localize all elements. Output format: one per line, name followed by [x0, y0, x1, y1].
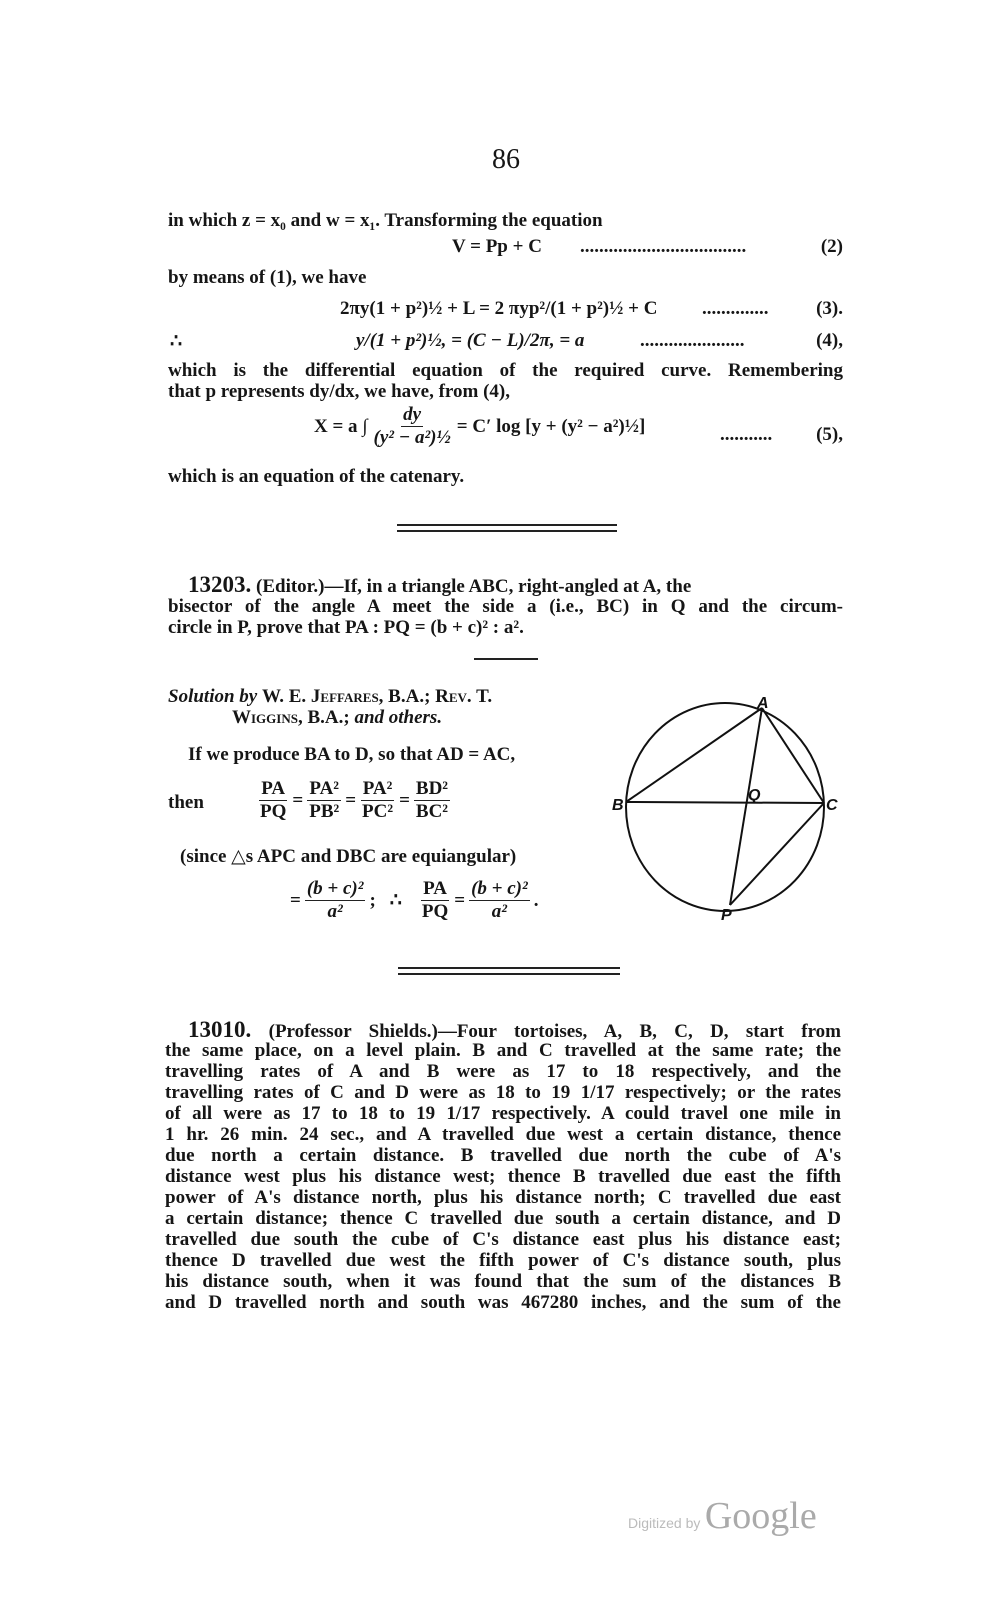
problem-text: (Editor.)—If, in a triangle ABC, right-angled at A, the — [256, 576, 692, 597]
text-line: If we produce BA to D, so that AD = AC, — [188, 744, 516, 765]
ratio-chain: $\frac{PA}{PQ}$ = $\frac{\text{PA²}}{\text{PB²}}$ = $\frac{\text{PA²}}{\text{PC²}}$ = $\frac{\text{BD²}}{\text{BC²}}$ — [260, 778, 448, 822]
text-line: of all were as 17 to 18 to 19 1/17 respectively. A could travel one mile in — [165, 1103, 841, 1124]
equation-5-left: X = a ∫ — [314, 415, 368, 437]
equation-3: 2πy(1 + p²)½ + L = 2 πyp²/(1 + p²)½ + C — [340, 298, 658, 319]
fraction — [305, 878, 366, 923]
text-line: bisector of the angle A meet the side a (i.e., BC) in Q and the circum- — [168, 596, 843, 617]
solvers: Wiggins, B.A.; — [232, 707, 350, 728]
text-line: travelling rates of A and B were as 17 to 18 respectively, and the — [165, 1061, 841, 1082]
label-p: P — [721, 907, 732, 924]
problem-number: 13010. — [188, 1017, 252, 1042]
since-note: (since △s APC and DBC are equiangular) — [180, 846, 517, 867]
problem-text: (Professor Shields.)—Four tortoises, A, B, C, D, start from — [268, 1021, 842, 1042]
side-ac — [762, 708, 824, 803]
numerator: PA — [423, 878, 448, 899]
side-bc — [626, 802, 824, 803]
problem-line — [188, 1019, 841, 1042]
denominator: a² — [327, 901, 343, 922]
text-line: a certain distance; thence C travelled due south a certain distance, and D — [165, 1208, 841, 1229]
denominator: PB² — [309, 801, 340, 822]
numerator: PA² — [362, 778, 393, 799]
double-rule-divider — [398, 973, 620, 975]
text-line: due north a certain distance. B travelled due north the cube of A's — [165, 1145, 841, 1166]
solution-by-label: Solution by — [168, 686, 258, 707]
fraction — [372, 404, 453, 449]
page-number: 86 — [492, 144, 520, 175]
denominator: PQ — [421, 901, 449, 922]
equation-5 — [314, 404, 645, 449]
solvers: W. E. Jeffares, B.A.; Rev. T. — [261, 686, 493, 707]
then-label: then — [168, 792, 204, 813]
text-line: power of A's distance north, plus his distance north; C travelled due east — [165, 1187, 841, 1208]
text-line: which is the differential equation of the required curve. Remembering — [168, 360, 843, 381]
therefore-symbol: ∴ — [389, 890, 402, 911]
text-line: which is an equation of the catenary. — [168, 466, 465, 487]
numerator: (b + c)² — [471, 878, 528, 899]
leader-dots: .............. — [702, 298, 769, 319]
numerator: PA — [261, 778, 286, 799]
label-a: A — [757, 695, 769, 712]
google-watermark — [628, 1494, 817, 1538]
text-line: thence D travelled due west the fifth power of C's distance south, plus — [165, 1250, 841, 1271]
numerator: BD² — [415, 778, 448, 799]
text-line: his distance south, when it was found that the sum of the distances B — [165, 1271, 841, 1292]
label-b: B — [612, 797, 624, 814]
google-logo: Google — [704, 1495, 817, 1537]
text-line: the same place, on a level plain. B and C travelled at the same rate; the — [165, 1040, 841, 1061]
double-rule-divider — [398, 967, 620, 969]
numerator: PA² — [309, 778, 340, 799]
label-q: Q — [748, 787, 761, 804]
leader-dots: ........... — [720, 424, 773, 445]
label-c: C — [826, 797, 838, 814]
leader-dots: ................................... — [580, 236, 747, 257]
circle-triangle-diagram — [600, 690, 850, 930]
numerator: dy — [403, 404, 422, 425]
side-ab — [626, 708, 762, 802]
result-equation: = $\frac{\text{(b + c)²}}{\text{a²}}$ ; ∴ $\frac{PA}{PQ}$ = $\frac{\text{(b + c)²}}{\text{a²}}$ . — [290, 878, 539, 922]
fraction — [414, 778, 450, 823]
leader-dots: ...................... — [640, 330, 745, 351]
text-line: travelled due south the cube of C's distance east plus his distance east; — [165, 1229, 841, 1250]
problem-number: 13203. — [188, 572, 252, 597]
equation-number: (4), — [816, 330, 843, 351]
therefore-symbol: ∴ — [170, 331, 183, 352]
equation-number: (5), — [816, 424, 843, 445]
double-rule-divider — [397, 530, 617, 532]
problem-line — [188, 574, 843, 597]
equation-2: V = Pp + C — [452, 236, 542, 257]
text-line: and D travelled north and south was 467280 inches, and the sum of the — [165, 1292, 841, 1313]
text-line: 1 hr. 26 min. 24 sec., and A travelled due west a certain distance, thence — [165, 1124, 841, 1145]
text-line: distance west plus his distance west; thence B travelled due east the fifth — [165, 1166, 841, 1187]
text-line: travelling rates of C and D were as 18 to 19 1/17 respectively; or the rates — [165, 1082, 841, 1103]
equation-4: y/(1 + p²)½, = (C − L)/2π, = a — [356, 330, 585, 351]
text-line: by means of (1), we have — [168, 267, 367, 288]
double-rule-divider — [397, 524, 617, 526]
and-others: and others. — [354, 707, 443, 728]
denominator: (y² − a²)½ — [373, 427, 451, 448]
equation-number: (2) — [820, 236, 843, 257]
text-line: that p represents dy/dx, we have, from (4), — [168, 381, 510, 402]
equation-number: (3). — [816, 298, 843, 319]
fraction — [307, 778, 341, 823]
numerator: (b + c)² — [306, 878, 364, 899]
digitized-by-text: Digitized by — [628, 1515, 701, 1531]
fraction — [360, 778, 395, 823]
denominator: BC² — [415, 801, 448, 822]
text-line: in which z = x₀ and w = x₁. Transforming the equation — [168, 210, 603, 231]
denominator: PQ — [260, 801, 287, 822]
short-rule — [474, 658, 538, 660]
text-line: circle in P, prove that PA : PQ = (b + c)² : a². — [168, 617, 524, 638]
denominator: a² — [491, 901, 507, 922]
fraction — [469, 878, 530, 923]
fraction — [258, 778, 288, 823]
fraction — [420, 878, 450, 923]
equation-5-right: = C′ log [y + (y² − a²)½] — [456, 415, 646, 437]
denominator: PC² — [362, 801, 394, 822]
